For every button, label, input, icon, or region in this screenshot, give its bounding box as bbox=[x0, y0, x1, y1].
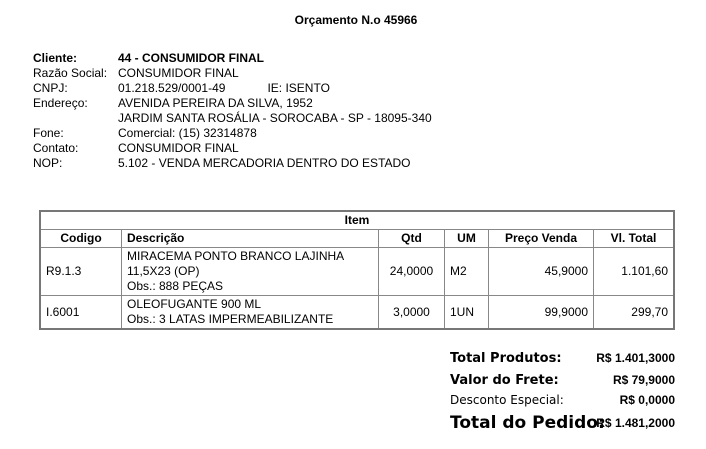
table-row bbox=[40, 248, 674, 296]
col-preco: Preço Venda bbox=[489, 230, 594, 248]
desc-obs: Obs.: 3 LATAS IMPERMEABILIZANTE bbox=[127, 312, 334, 326]
client-info bbox=[33, 51, 432, 171]
desconto-value: R$ 0,0000 bbox=[619, 393, 675, 407]
phone-label: Fone: bbox=[33, 126, 64, 140]
desc-line: 11,5X23 (OP) bbox=[127, 264, 200, 278]
cell-um: M2 bbox=[445, 248, 489, 296]
phone-value: Comercial: (15) 32314878 bbox=[118, 126, 257, 140]
cnpj-label: CNPJ: bbox=[33, 81, 68, 95]
frete-value: R$ 79,9000 bbox=[612, 373, 675, 387]
col-descricao: Descrição bbox=[122, 230, 379, 248]
cell-price: 99,9000 bbox=[489, 296, 594, 330]
cell-total: 1.101,60 bbox=[594, 248, 675, 296]
cell-qtd: 3,0000 bbox=[379, 296, 445, 330]
frete-label: Valor do Frete: bbox=[450, 373, 559, 388]
client-label: Cliente: bbox=[33, 51, 78, 65]
items-caption: Item bbox=[40, 211, 674, 230]
desc-line: MIRACEMA PONTO BRANCO LAJINHA bbox=[127, 249, 345, 263]
address-label: Endereço: bbox=[33, 96, 88, 110]
contact-value: CONSUMIDOR FINAL bbox=[118, 141, 239, 155]
client-row bbox=[33, 51, 432, 66]
contact-row bbox=[33, 141, 432, 156]
cell-desc bbox=[122, 248, 379, 296]
items-table bbox=[39, 210, 675, 330]
address-line1: AVENIDA PEREIRA DA SILVA, 1952 bbox=[118, 96, 313, 110]
cell-price: 45,9000 bbox=[489, 248, 594, 296]
contact-label: Contato: bbox=[33, 141, 79, 155]
cell-um: 1UN bbox=[445, 296, 489, 330]
cell-desc bbox=[122, 296, 379, 330]
cell-code: R9.1.3 bbox=[40, 248, 122, 296]
cell-total: 299,70 bbox=[594, 296, 675, 330]
cnpj-row bbox=[33, 81, 432, 96]
total-pedido-value: R$ 1.481,2000 bbox=[596, 416, 675, 430]
nop-label: NOP: bbox=[33, 156, 63, 170]
ie-value: IE: ISENTO bbox=[267, 81, 330, 95]
total-pedido-label: Total do Pedido: bbox=[450, 413, 605, 433]
address-row bbox=[33, 96, 432, 111]
nop-row bbox=[33, 156, 432, 171]
client-value: 44 - CONSUMIDOR FINAL bbox=[118, 51, 265, 65]
col-um: UM bbox=[445, 230, 489, 248]
phone-row bbox=[33, 126, 432, 141]
header-row bbox=[40, 230, 674, 248]
address-label-empty bbox=[33, 111, 118, 126]
address-row-2 bbox=[33, 111, 432, 126]
cell-qtd: 24,0000 bbox=[379, 248, 445, 296]
col-total: Vl. Total bbox=[594, 230, 675, 248]
col-qtd: Qtd bbox=[379, 230, 445, 248]
razao-label: Razão Social: bbox=[33, 66, 108, 80]
razao-row bbox=[33, 66, 432, 81]
nop-value: 5.102 - VENDA MERCADORIA DENTRO DO ESTADO bbox=[118, 156, 411, 170]
desconto-label: Desconto Especial: bbox=[450, 393, 564, 407]
cell-code: I.6001 bbox=[40, 296, 122, 330]
address-line2: JARDIM SANTA ROSÁLIA - SOROCABA - SP - 18095-340 bbox=[118, 111, 432, 125]
table-row bbox=[40, 296, 674, 330]
document-title: Orçamento N.o 45966 bbox=[294, 13, 418, 27]
desc-line: OLEOFUGANTE 900 ML bbox=[127, 297, 262, 311]
total-produtos-value: R$ 1.401,3000 bbox=[596, 351, 675, 365]
desc-obs: Obs.: 888 PEÇAS bbox=[127, 279, 224, 293]
col-codigo: Codigo bbox=[40, 230, 122, 248]
razao-value: CONSUMIDOR FINAL bbox=[118, 66, 239, 80]
cnpj-value: 01.218.529/0001-49 bbox=[118, 81, 226, 95]
total-produtos-label: Total Produtos: bbox=[450, 351, 562, 366]
